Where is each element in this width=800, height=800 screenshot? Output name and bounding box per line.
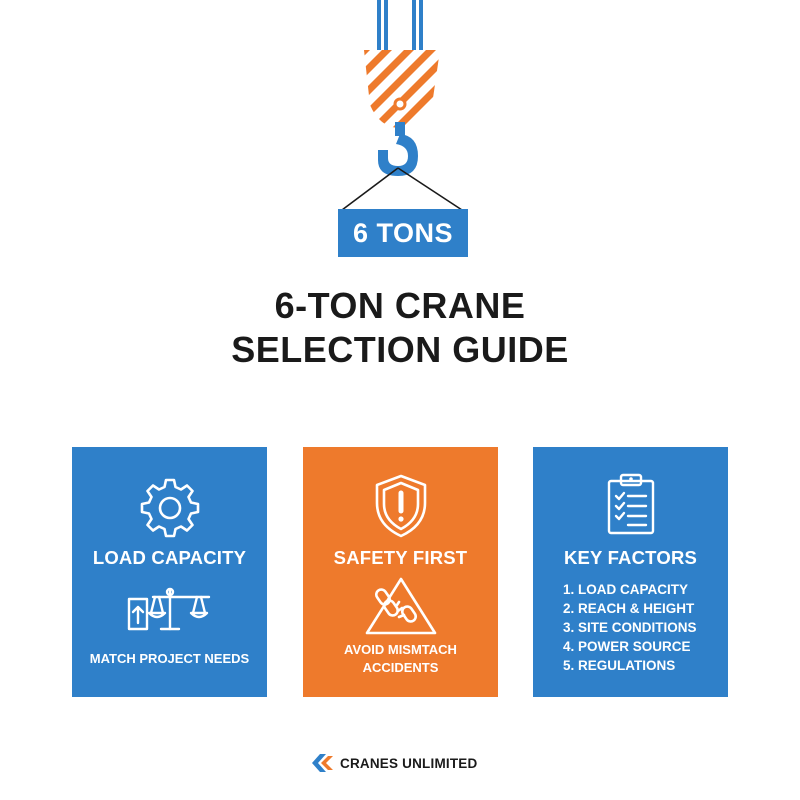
brand-name: CRANES UNLIMITED — [340, 755, 478, 771]
card-heading: SAFETY FIRST — [333, 547, 468, 568]
hook-icon — [378, 122, 418, 176]
list-item: 3. SITE CONDITIONS — [563, 620, 697, 635]
page-title — [0, 284, 800, 372]
card-text: MATCH PROJECT NEEDS — [89, 651, 250, 666]
card-safety-first — [303, 447, 498, 697]
key-factors-list — [563, 580, 697, 675]
list-item: 5. REGULATIONS — [563, 658, 676, 673]
gear-icon — [72, 477, 267, 539]
card-heading: LOAD CAPACITY — [92, 547, 247, 568]
card-text — [303, 641, 498, 677]
list-item: 4. POWER SOURCE — [563, 639, 691, 654]
chevron-logo-icon — [310, 754, 334, 772]
card-load-capacity — [72, 447, 267, 697]
clipboard-checklist-icon — [533, 471, 728, 537]
brand-footer — [310, 753, 477, 773]
card-text-line-2: ACCIDENTS — [362, 660, 439, 675]
title-line-2: SELECTION GUIDE — [231, 329, 569, 370]
broken-chain-warning-icon — [303, 575, 498, 637]
shield-warning-icon — [303, 473, 498, 539]
load-tag-label: 6 TONS — [352, 217, 454, 248]
title-line-1: 6-TON CRANE — [274, 285, 526, 326]
hoist-cables — [377, 0, 423, 50]
scale-icon — [72, 585, 267, 633]
card-key-factors — [533, 447, 728, 697]
card-text-line-1: AVOID MISMTACH — [344, 642, 457, 657]
list-item: 1. LOAD CAPACITY — [563, 582, 689, 597]
list-item: 2. REACH & HEIGHT — [563, 601, 695, 616]
card-heading: KEY FACTORS — [563, 547, 698, 568]
